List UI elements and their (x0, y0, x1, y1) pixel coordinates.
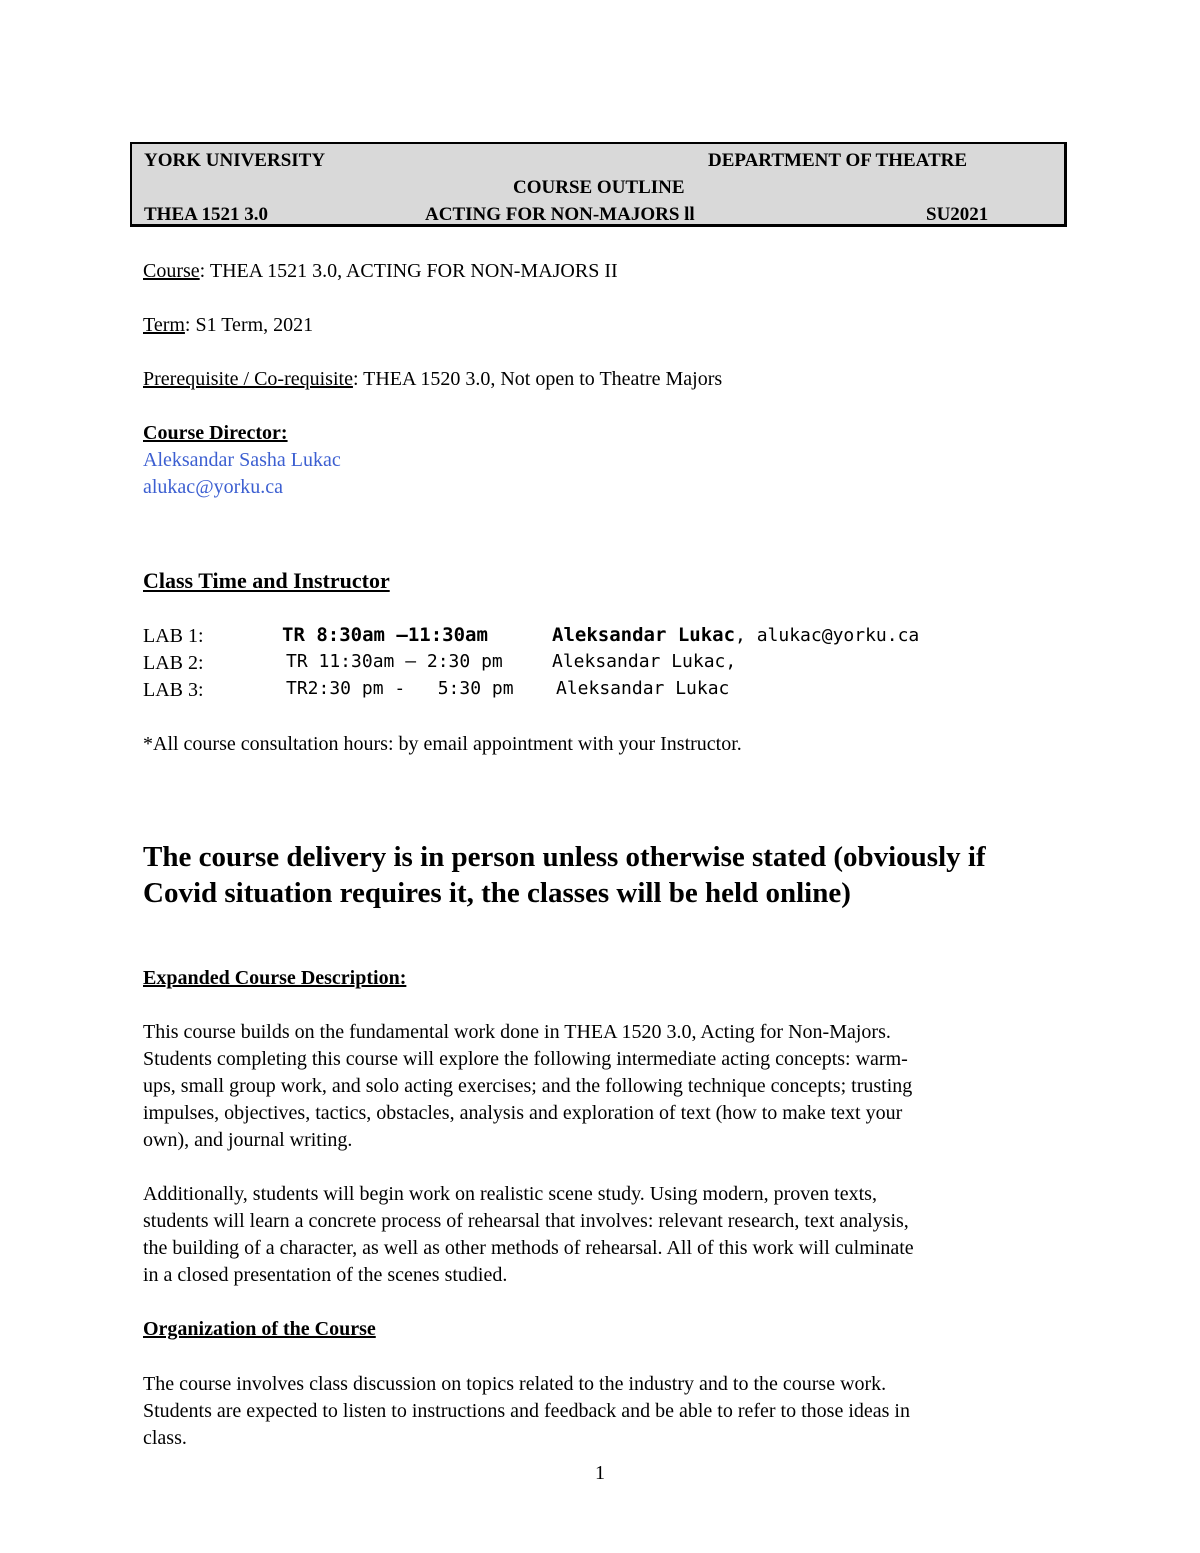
course-value: : THEA 1521 3.0, ACTING FOR NON-MAJORS II (199, 260, 618, 282)
consultation-note: *All course consultation hours: by email appointment with your Instructor. (143, 733, 742, 755)
director-name: Aleksandar Sasha Lukac (143, 449, 341, 471)
lab-1-email: , alukac@yorku.ca (735, 625, 920, 646)
description-heading: Expanded Course Description: (143, 967, 407, 989)
session-code: SU2021 (926, 204, 989, 225)
paragraph-line: ups, small group work, and solo acting exercises; and the following technique concepts; trusting (143, 1075, 913, 1097)
organization-heading: Organization of the Course (143, 1318, 376, 1340)
course-header-box (130, 142, 1067, 227)
term-line (143, 312, 313, 339)
paragraph-line: the building of a character, as well as other methods of rehearsal. All of this work will culminate (143, 1237, 914, 1259)
class-time-heading: Class Time and Instructor (143, 568, 390, 593)
lab-1-time: TR 8:30am –11:30am (282, 624, 488, 646)
paragraph-line: This course builds on the fundamental work done in THEA 1520 3.0, Acting for Non-Majors. (143, 1021, 891, 1043)
lab-3-time: TR2:30 pm - 5:30 pm (286, 678, 514, 699)
description-paragraph-2 (143, 1181, 1073, 1289)
paragraph-line: students will learn a concrete process of rehearsal that involves: relevant research, text analysis, (143, 1210, 909, 1232)
delivery-statement-line-2: Covid situation requires it, the classes will be held online) (143, 877, 851, 909)
delivery-statement-line-1: The course delivery is in person unless otherwise stated (obviously if (143, 841, 986, 873)
lab-3-instructor: Aleksandar Lukac (556, 678, 730, 699)
prerequisite-value: : THEA 1520 3.0, Not open to Theatre Majors (352, 368, 723, 390)
outline-title: COURSE OUTLINE (513, 177, 685, 198)
paragraph-line: The course involves class discussion on topics related to the industry and to the course work. (143, 1373, 887, 1395)
paragraph-line: class. (143, 1427, 187, 1449)
paragraph-line: own), and journal writing. (143, 1129, 353, 1151)
lab-1-instructor: Aleksandar Lukac (552, 624, 736, 646)
course-code: THEA 1521 3.0 (144, 204, 269, 225)
page-number: 1 (595, 1462, 605, 1484)
course-title: ACTING FOR NON-MAJORS ll (425, 204, 695, 225)
lab-2-time: TR 11:30am – 2:30 pm (286, 651, 503, 672)
lab-2-label: LAB 2: (143, 652, 204, 674)
prerequisite-label: Prerequisite / Co-requisite (143, 368, 353, 390)
director-email-link[interactable]: alukac@yorku.ca (143, 476, 284, 498)
description-paragraph-1 (143, 1019, 1073, 1154)
term-label: Term (143, 314, 185, 336)
lab-3-label: LAB 3: (143, 679, 204, 701)
lab-1-instructor-line (552, 624, 919, 646)
paragraph-line: Students completing this course will explore the following intermediate acting concepts: warm- (143, 1048, 908, 1070)
paragraph-line: in a closed presentation of the scenes studied. (143, 1264, 508, 1286)
lab-2-instructor: Aleksandar Lukac, (552, 651, 737, 672)
organization-paragraph (143, 1371, 1073, 1452)
paragraph-line: Students are expected to listen to instructions and feedback and be able to refer to those ideas in (143, 1400, 910, 1422)
paragraph-line: Additionally, students will begin work on realistic scene study. Using modern, proven texts, (143, 1183, 877, 1205)
course-line (143, 258, 618, 285)
lab-1-label: LAB 1: (143, 625, 204, 647)
course-director-label: Course Director: (143, 422, 288, 444)
paragraph-line: impulses, objectives, tactics, obstacles, analysis and exploration of text (how to make text your (143, 1102, 903, 1124)
prerequisite-line (143, 366, 722, 393)
department-name: DEPARTMENT OF THEATRE (708, 150, 968, 171)
course-label: Course (143, 260, 200, 282)
term-value: : S1 Term, 2021 (184, 314, 314, 336)
university-name: YORK UNIVERSITY (144, 150, 326, 171)
